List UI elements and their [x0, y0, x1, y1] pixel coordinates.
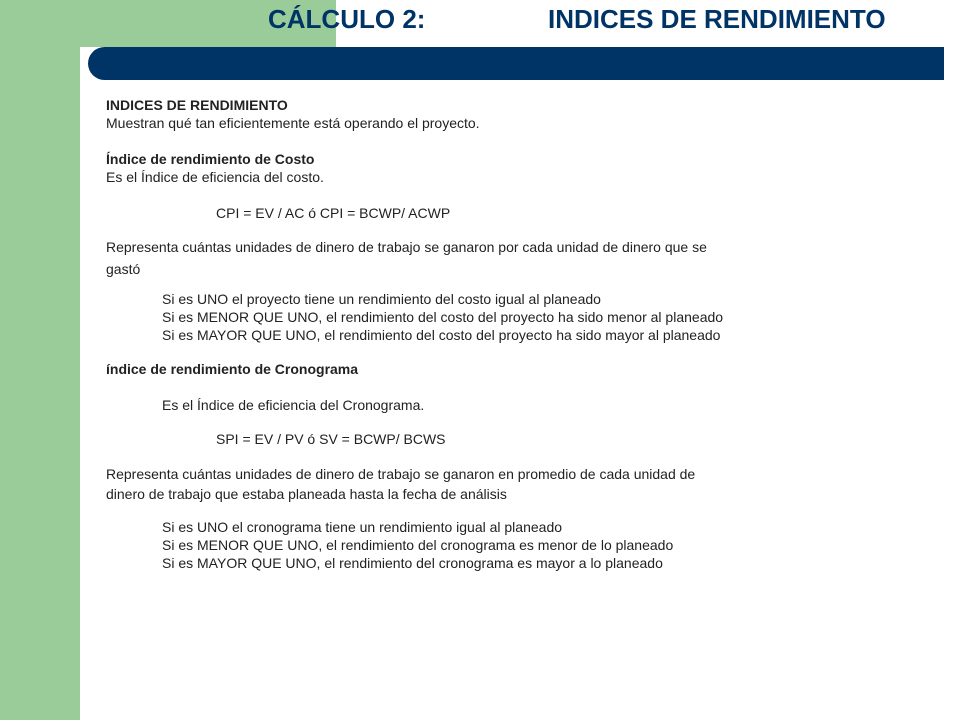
cpi-case-less: Si es MENOR QUE UNO, el rendimiento del costo del proyecto ha sido menor al planeado: [162, 309, 724, 325]
cpi-case-equal: Si es UNO el proyecto tiene un rendimiento del costo igual al planeado: [162, 291, 601, 307]
spi-case-less: Si es MENOR QUE UNO, el rendimiento del cronograma es menor de lo planeado: [162, 537, 674, 553]
spi-formula: SPI = EV / PV ó SV = BCWP/ BCWS: [216, 431, 446, 447]
spacer: [106, 132, 846, 150]
spacer: [106, 504, 846, 518]
slide-title-left: CÁLCULO 2:: [268, 4, 426, 34]
intro-text: Muestran qué tan eficientemente está operando el proyecto.: [106, 115, 480, 131]
spi-case-greater: Si es MAYOR QUE UNO, el rendimiento del cronograma es mayor a lo planeado: [162, 555, 663, 571]
spi-description-line-1: Representa cuántas unidades de dinero de trabajo se ganaron en promedio de cada unidad de: [106, 466, 696, 482]
spacer: [106, 344, 846, 360]
spacer: [106, 280, 846, 290]
cpi-description-line-1: Representa cuántas unidades de dinero de trabajo se ganaron por cada unidad de dinero que se: [106, 239, 707, 255]
spacer: [106, 186, 846, 204]
left-decorative-band: [0, 0, 80, 720]
spacer: [106, 378, 846, 396]
spacer: [106, 448, 846, 464]
cpi-definition: Es el Índice de eficiencia del costo.: [106, 169, 324, 185]
spacer: [106, 222, 846, 236]
section-heading-indices: INDICES DE RENDIMIENTO: [106, 97, 288, 113]
header-bar: [88, 47, 944, 80]
cpi-formula: CPI = EV / AC ó CPI = BCWP/ ACWP: [216, 205, 451, 221]
cpi-heading: Índice de rendimiento de Costo: [106, 151, 315, 167]
spi-definition: Es el Índice de eficiencia del Cronograma.: [162, 397, 425, 413]
spacer: [106, 414, 846, 430]
spi-description-line-2: dinero de trabajo que estaba planeada hasta la fecha de análisis: [106, 486, 507, 502]
cpi-description-line-2: gastó: [106, 261, 141, 277]
spi-case-equal: Si es UNO el cronograma tiene un rendimiento igual al planeado: [162, 519, 563, 535]
slide-body: [106, 96, 846, 572]
spi-heading: índice de rendimiento de Cronograma: [106, 361, 359, 377]
slide-title-right: INDICES DE RENDIMIENTO: [548, 4, 886, 34]
cpi-case-greater: Si es MAYOR QUE UNO, el rendimiento del costo del proyecto ha sido mayor al planeado: [162, 327, 721, 343]
